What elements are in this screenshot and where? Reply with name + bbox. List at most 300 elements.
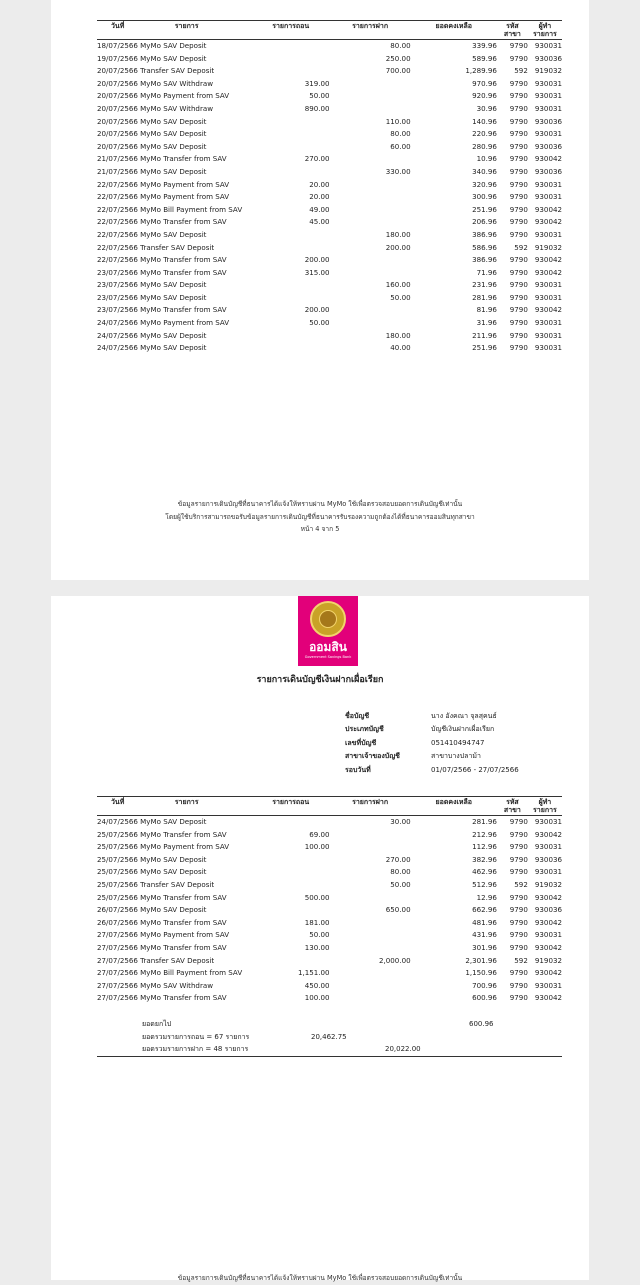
- cell-channel: 930031: [534, 980, 562, 990]
- cell-branch: 9790: [509, 103, 528, 113]
- cell-date: 22/07/2566: [97, 242, 138, 252]
- cell-withdraw: [252, 242, 330, 255]
- table-row: [97, 317, 562, 330]
- cell-desc: MyMo SAV Withdraw: [140, 103, 214, 113]
- header-date: วันที่ รายการ: [97, 797, 252, 816]
- cell-branch: 9790: [509, 78, 528, 88]
- header-deposit: รายการฝาก: [330, 21, 411, 40]
- cell-branch: 9790: [509, 305, 528, 315]
- table-row: [97, 78, 562, 91]
- info-label: ชื่อบัญชี: [345, 712, 370, 720]
- cell-balance: 206.96: [472, 217, 497, 227]
- gsb-logo: [298, 596, 358, 666]
- cell-desc: MyMo Transfer from SAV: [140, 993, 227, 1003]
- cell-withdraw: 69.00: [309, 829, 330, 839]
- footer-disclaimer-1: ข้อมูลรายการเดินบัญชีที่ธนาคารได้แจ้งให้ทราบผ่าน MyMo ใช้เพื่อตรวจสอบยอดการเดินบัญชีเท่านั้น: [177, 500, 463, 508]
- cell-channel: 930036: [534, 166, 562, 176]
- cell-branch: 9790: [509, 817, 528, 826]
- cell-date-desc: [97, 90, 252, 103]
- cell-desc: MyMo SAV Deposit: [140, 116, 207, 126]
- cell-date-desc: [97, 317, 252, 330]
- cell-branch: 9790: [509, 91, 528, 101]
- cell-balance: 431.96: [472, 930, 497, 940]
- cell-channel: 919032: [534, 242, 562, 252]
- cell-date-desc: [97, 816, 252, 829]
- statement-page-5: [51, 596, 589, 1280]
- table-row: [97, 816, 562, 829]
- cell-branch: 9790: [509, 829, 528, 839]
- cell-withdraw: 50.00: [309, 930, 330, 940]
- table-row: [97, 279, 562, 292]
- cell-date-desc: [97, 929, 252, 942]
- cell-channel: 930031: [534, 78, 562, 88]
- header-withdraw: รายการถอน: [252, 797, 330, 816]
- cell-date-desc: [97, 992, 252, 1005]
- table-row: [97, 53, 562, 66]
- cell-branch: 9790: [509, 129, 528, 139]
- header-balance: ยอดคงเหลือ: [411, 797, 497, 816]
- cell-date: 26/07/2566: [97, 905, 138, 915]
- cell-date: 27/07/2566: [97, 968, 138, 978]
- cell-channel: 919032: [534, 879, 562, 889]
- info-label: รอบวันที่: [345, 765, 371, 774]
- header-withdraw: รายการถอน: [252, 21, 330, 40]
- cell-deposit: [330, 78, 411, 91]
- cell-desc: MyMo Transfer from SAV: [140, 942, 227, 952]
- cell-desc: Transfer SAV Deposit: [140, 955, 215, 965]
- cell-branch: 9790: [509, 267, 528, 277]
- cell-balance: 10.96: [476, 154, 497, 164]
- cell-date: 25/07/2566: [97, 879, 138, 889]
- cell-desc: MyMo SAV Withdraw: [140, 980, 214, 990]
- cell-desc: Transfer SAV Deposit: [140, 242, 215, 252]
- carry-forward-value: 600.96: [469, 1020, 494, 1028]
- cell-date: 20/07/2566: [97, 129, 138, 139]
- cell-date: 20/07/2566: [97, 91, 138, 101]
- cell-withdraw: 200.00: [304, 255, 330, 265]
- cell-balance: 301.96: [472, 942, 497, 952]
- info-value: 01/07/2566 - 27/07/2566: [431, 765, 519, 774]
- cell-date: 27/07/2566: [97, 993, 138, 1003]
- cell-deposit: [330, 179, 411, 192]
- cell-date-desc: [97, 78, 252, 91]
- info-row: [345, 737, 519, 750]
- cell-channel: 919032: [534, 66, 562, 76]
- cell-date: 20/07/2566: [97, 103, 138, 113]
- cell-balance: 1,150.96: [465, 968, 497, 978]
- info-value: นาง อังคณา จุลสุคนธ์: [431, 712, 497, 720]
- cell-channel: 930031: [534, 179, 562, 189]
- cell-deposit: 180.00: [385, 229, 411, 239]
- cell-date-desc: [97, 292, 252, 305]
- cell-deposit: [330, 841, 411, 854]
- cell-channel: 930042: [534, 917, 562, 927]
- cell-withdraw: 100.00: [304, 993, 330, 1003]
- cell-channel: 930031: [534, 91, 562, 101]
- page-footer: [51, 498, 589, 536]
- cell-deposit: [330, 829, 411, 842]
- cell-deposit: 50.00: [390, 292, 411, 302]
- cell-deposit: [330, 967, 411, 980]
- cell-balance: 300.96: [472, 192, 497, 202]
- cell-date-desc: [97, 955, 252, 968]
- cell-withdraw: [252, 65, 330, 78]
- cell-date: 22/07/2566: [97, 179, 138, 189]
- cell-deposit: 50.00: [390, 879, 411, 889]
- transaction-table: [97, 796, 562, 1005]
- table-row: [97, 342, 562, 355]
- cell-withdraw: [252, 866, 330, 879]
- cell-branch: 9790: [509, 280, 528, 290]
- cell-branch: 592: [514, 955, 528, 965]
- cell-deposit: [330, 191, 411, 204]
- header-deposit: รายการฝาก: [330, 797, 411, 816]
- table-row: [97, 204, 562, 217]
- cell-branch: 9790: [509, 154, 528, 164]
- header-date: วันที่ รายการ: [97, 21, 252, 40]
- cell-date-desc: [97, 267, 252, 280]
- cell-date-desc: [97, 179, 252, 192]
- cell-date: 25/07/2566: [97, 854, 138, 864]
- cell-desc: MyMo SAV Deposit: [140, 41, 207, 50]
- cell-date: 26/07/2566: [97, 917, 138, 927]
- cell-branch: 9790: [509, 255, 528, 265]
- cell-balance: 512.96: [472, 879, 497, 889]
- cell-branch: 9790: [509, 179, 528, 189]
- cell-deposit: 110.00: [385, 116, 411, 126]
- cell-date-desc: [97, 216, 252, 229]
- table-row: [97, 40, 562, 53]
- cell-balance: 970.96: [472, 78, 497, 88]
- cell-date: 24/07/2566: [97, 343, 138, 353]
- cell-date: 25/07/2566: [97, 842, 138, 852]
- header-channel: ผู้ทำ รายการ: [528, 797, 562, 816]
- header-channel: ผู้ทำ รายการ: [528, 21, 562, 40]
- cell-date-desc: [97, 116, 252, 129]
- cell-date: 24/07/2566: [97, 817, 138, 826]
- cell-balance: 386.96: [472, 255, 497, 265]
- cell-balance: 920.96: [472, 91, 497, 101]
- cell-desc: MyMo SAV Deposit: [140, 817, 207, 826]
- cell-channel: 930031: [534, 292, 562, 302]
- cell-deposit: [330, 90, 411, 103]
- table-row: [97, 967, 562, 980]
- table-row: [97, 141, 562, 154]
- cell-date-desc: [97, 342, 252, 355]
- cell-balance: 112.96: [472, 842, 497, 852]
- cell-balance: 71.96: [476, 267, 497, 277]
- cell-balance: 700.96: [472, 980, 497, 990]
- cell-balance: 212.96: [472, 829, 497, 839]
- cell-balance: 481.96: [472, 917, 497, 927]
- cell-deposit: [330, 892, 411, 905]
- carry-forward-label: ยอดยกไป: [142, 1020, 172, 1028]
- cell-channel: 930036: [534, 141, 562, 151]
- cell-channel: 930031: [534, 343, 562, 353]
- table-row: [97, 103, 562, 116]
- cell-balance: 586.96: [472, 242, 497, 252]
- cell-date-desc: [97, 141, 252, 154]
- cell-date: 27/07/2566: [97, 980, 138, 990]
- cell-balance: 220.96: [472, 129, 497, 139]
- cell-date: 27/07/2566: [97, 930, 138, 940]
- cell-balance: 281.96: [472, 817, 497, 826]
- cell-deposit: [330, 317, 411, 330]
- cell-date: 23/07/2566: [97, 267, 138, 277]
- cell-branch: 9790: [509, 229, 528, 239]
- cell-date: 20/07/2566: [97, 78, 138, 88]
- cell-desc: MyMo Transfer from SAV: [140, 829, 227, 839]
- cell-channel: 930042: [534, 942, 562, 952]
- cell-withdraw: [252, 53, 330, 66]
- cell-date-desc: [97, 166, 252, 179]
- cell-channel: 930042: [534, 255, 562, 265]
- cell-withdraw: [252, 955, 330, 968]
- cell-balance: 211.96: [472, 330, 497, 340]
- cell-branch: 9790: [509, 980, 528, 990]
- cell-branch: 9790: [509, 141, 528, 151]
- table-row: [97, 191, 562, 204]
- cell-branch: 9790: [509, 53, 528, 63]
- cell-date-desc: [97, 829, 252, 842]
- table-row: [97, 866, 562, 879]
- cell-balance: 320.96: [472, 179, 497, 189]
- table-row: [97, 942, 562, 955]
- transaction-table: [97, 20, 562, 355]
- cell-channel: 930031: [534, 129, 562, 139]
- cell-desc: MyMo SAV Deposit: [140, 292, 207, 302]
- cell-deposit: [330, 216, 411, 229]
- cell-date: 22/07/2566: [97, 204, 138, 214]
- cell-channel: 930031: [534, 867, 562, 877]
- cell-balance: 281.96: [472, 292, 497, 302]
- cell-deposit: 40.00: [390, 343, 411, 353]
- cell-date-desc: [97, 304, 252, 317]
- cell-balance: 600.96: [472, 993, 497, 1003]
- cell-withdraw: [252, 128, 330, 141]
- cell-date: 23/07/2566: [97, 292, 138, 302]
- logo-brand: ออมสิน: [309, 640, 347, 654]
- info-label: ประเภทบัญชี: [345, 725, 384, 734]
- cell-withdraw: [252, 342, 330, 355]
- cell-withdraw: 100.00: [304, 842, 330, 852]
- cell-withdraw: 50.00: [309, 91, 330, 101]
- table-row: [97, 955, 562, 968]
- cell-withdraw: 315.00: [304, 267, 330, 277]
- info-label: สาขาเจ้าของบัญชี: [345, 752, 400, 761]
- cell-desc: MyMo Transfer from SAV: [140, 217, 227, 227]
- cell-balance: 1,289.96: [465, 66, 497, 76]
- cell-branch: 9790: [509, 192, 528, 202]
- cell-date: 20/07/2566: [97, 141, 138, 151]
- cell-deposit: [330, 917, 411, 930]
- cell-withdraw: [252, 40, 330, 53]
- cell-branch: 9790: [509, 917, 528, 927]
- cell-date-desc: [97, 229, 252, 242]
- cell-branch: 9790: [509, 330, 528, 340]
- footer-disclaimer-2: โดยผู้ใช้บริการสามารถขอรับข้อมูลรายการเดินบัญชีที่ธนาคารรับรองความถูกต้องได้ที่ธนาคารออมสินทุกสาขา: [165, 512, 475, 521]
- cell-date-desc: [97, 904, 252, 917]
- cell-branch: 9790: [509, 854, 528, 864]
- cell-desc: MyMo SAV Deposit: [140, 229, 207, 239]
- cell-withdraw: [252, 279, 330, 292]
- table-row: [97, 242, 562, 255]
- cell-desc: MyMo SAV Deposit: [140, 854, 207, 864]
- cell-channel: 930036: [534, 854, 562, 864]
- cell-date-desc: [97, 967, 252, 980]
- transaction-rows: [97, 816, 562, 1005]
- cell-withdraw: [252, 816, 330, 829]
- table-header-row: [97, 21, 562, 40]
- cell-desc: MyMo Transfer from SAV: [140, 305, 227, 315]
- cell-date-desc: [97, 254, 252, 267]
- cell-deposit: [330, 267, 411, 280]
- cell-withdraw: 130.00: [304, 942, 330, 952]
- cell-date: 21/07/2566: [97, 166, 138, 176]
- cell-balance: 12.96: [476, 892, 497, 902]
- cell-deposit: 330.00: [385, 166, 411, 176]
- deposit-total-label: ยอดรวมรายการฝาก = 48 รายการ: [142, 1045, 249, 1053]
- withdraw-total-label: ยอดรวมรายการถอน = 67 รายการ: [142, 1032, 250, 1041]
- cell-date: 24/07/2566: [97, 318, 138, 328]
- table-row: [97, 304, 562, 317]
- cell-date-desc: [97, 191, 252, 204]
- cell-withdraw: 450.00: [304, 980, 330, 990]
- cell-date-desc: [97, 242, 252, 255]
- cell-date: 22/07/2566: [97, 192, 138, 202]
- cell-withdraw: [252, 879, 330, 892]
- deposit-total-value: 20,022.00: [385, 1045, 421, 1053]
- cell-balance: 2,301.96: [465, 955, 497, 965]
- cell-desc: MyMo SAV Deposit: [140, 280, 207, 290]
- cell-channel: 930031: [534, 280, 562, 290]
- cell-date-desc: [97, 128, 252, 141]
- cell-date: 22/07/2566: [97, 217, 138, 227]
- cell-date: 19/07/2566: [97, 53, 138, 63]
- cell-desc: MyMo Payment from SAV: [140, 930, 230, 940]
- info-row: [345, 764, 519, 777]
- table-row: [97, 65, 562, 78]
- info-label: เลขที่บัญชี: [345, 738, 377, 747]
- cell-balance: 251.96: [472, 204, 497, 214]
- cell-desc: MyMo SAV Withdraw: [140, 78, 214, 88]
- table-row: [97, 179, 562, 192]
- cell-date: 25/07/2566: [97, 892, 138, 902]
- cell-withdraw: [252, 166, 330, 179]
- info-row: [345, 723, 519, 736]
- cell-branch: 9790: [509, 116, 528, 126]
- cell-desc: MyMo SAV Deposit: [140, 53, 207, 63]
- cell-branch: 9790: [509, 318, 528, 328]
- cell-desc: MyMo Payment from SAV: [140, 318, 230, 328]
- cell-balance: 280.96: [472, 141, 497, 151]
- cell-deposit: 80.00: [390, 41, 411, 50]
- cell-date-desc: [97, 204, 252, 217]
- header-balance: ยอดคงเหลือ: [411, 21, 497, 40]
- cell-date-desc: [97, 53, 252, 66]
- cell-balance: 140.96: [472, 116, 497, 126]
- cell-date: 27/07/2566: [97, 942, 138, 952]
- cell-desc: MyMo Transfer from SAV: [140, 154, 227, 164]
- cell-withdraw: 1,151.00: [297, 968, 330, 978]
- cell-channel: 930031: [534, 41, 562, 50]
- cell-channel: 919032: [534, 955, 562, 965]
- cell-channel: 930031: [534, 318, 562, 328]
- cell-withdraw: 500.00: [304, 892, 330, 902]
- account-info: [345, 710, 519, 777]
- cell-date-desc: [97, 866, 252, 879]
- seal-icon: [310, 601, 346, 637]
- cell-channel: 930031: [534, 842, 562, 852]
- cell-balance: 589.96: [472, 53, 497, 63]
- summary-block: [97, 1018, 562, 1057]
- cell-branch: 9790: [509, 968, 528, 978]
- cell-channel: 930036: [534, 905, 562, 915]
- statement-page-4: [51, 0, 589, 580]
- cell-date: 20/07/2566: [97, 66, 138, 76]
- cell-withdraw: 50.00: [309, 318, 330, 328]
- cell-branch: 9790: [509, 930, 528, 940]
- cell-desc: MyMo Transfer from SAV: [140, 892, 227, 902]
- table-row: [97, 254, 562, 267]
- cell-branch: 9790: [509, 217, 528, 227]
- cell-date: 27/07/2566: [97, 955, 138, 965]
- cell-deposit: 80.00: [390, 129, 411, 139]
- cell-balance: 30.96: [476, 103, 497, 113]
- table-row: [97, 216, 562, 229]
- info-value: สาขาบางปลาม้า: [431, 752, 481, 761]
- cell-date-desc: [97, 841, 252, 854]
- document-title: รายการเดินบัญชีเงินฝากเผื่อเรียก: [256, 675, 384, 685]
- cell-branch: 9790: [509, 204, 528, 214]
- cell-deposit: [330, 942, 411, 955]
- cell-branch: 592: [514, 66, 528, 76]
- cell-date-desc: [97, 917, 252, 930]
- cell-channel: 930042: [534, 993, 562, 1003]
- cell-balance: 339.96: [472, 41, 497, 50]
- info-row: [345, 750, 519, 763]
- cell-branch: 592: [514, 242, 528, 252]
- cell-channel: 930042: [534, 204, 562, 214]
- cell-channel: 930031: [534, 330, 562, 340]
- cell-deposit: [330, 980, 411, 993]
- cell-balance: 231.96: [472, 280, 497, 290]
- cell-withdraw: 319.00: [304, 78, 330, 88]
- cell-desc: MyMo Transfer from SAV: [140, 255, 227, 265]
- table-header-row: [97, 797, 562, 816]
- cell-deposit: [330, 929, 411, 942]
- cell-deposit: 200.00: [385, 242, 411, 252]
- cell-desc: MyMo Payment from SAV: [140, 91, 230, 101]
- cell-date: 22/07/2566: [97, 229, 138, 239]
- cell-date: 22/07/2566: [97, 255, 138, 265]
- cell-branch: 9790: [509, 842, 528, 852]
- cell-balance: 462.96: [472, 867, 497, 877]
- cell-date: 18/07/2566: [97, 41, 138, 50]
- cell-desc: Transfer SAV Deposit: [140, 66, 215, 76]
- header-branch: รหัส สาขา: [497, 21, 528, 40]
- cell-date-desc: [97, 980, 252, 993]
- cell-deposit: 270.00: [385, 854, 411, 864]
- cell-date-desc: [97, 40, 252, 53]
- cell-withdraw: 270.00: [304, 154, 330, 164]
- table-row: [97, 892, 562, 905]
- cell-channel: 930031: [534, 192, 562, 202]
- cell-channel: 930031: [534, 229, 562, 239]
- table-row: [97, 292, 562, 305]
- cell-desc: MyMo SAV Deposit: [140, 141, 207, 151]
- table-row: [97, 904, 562, 917]
